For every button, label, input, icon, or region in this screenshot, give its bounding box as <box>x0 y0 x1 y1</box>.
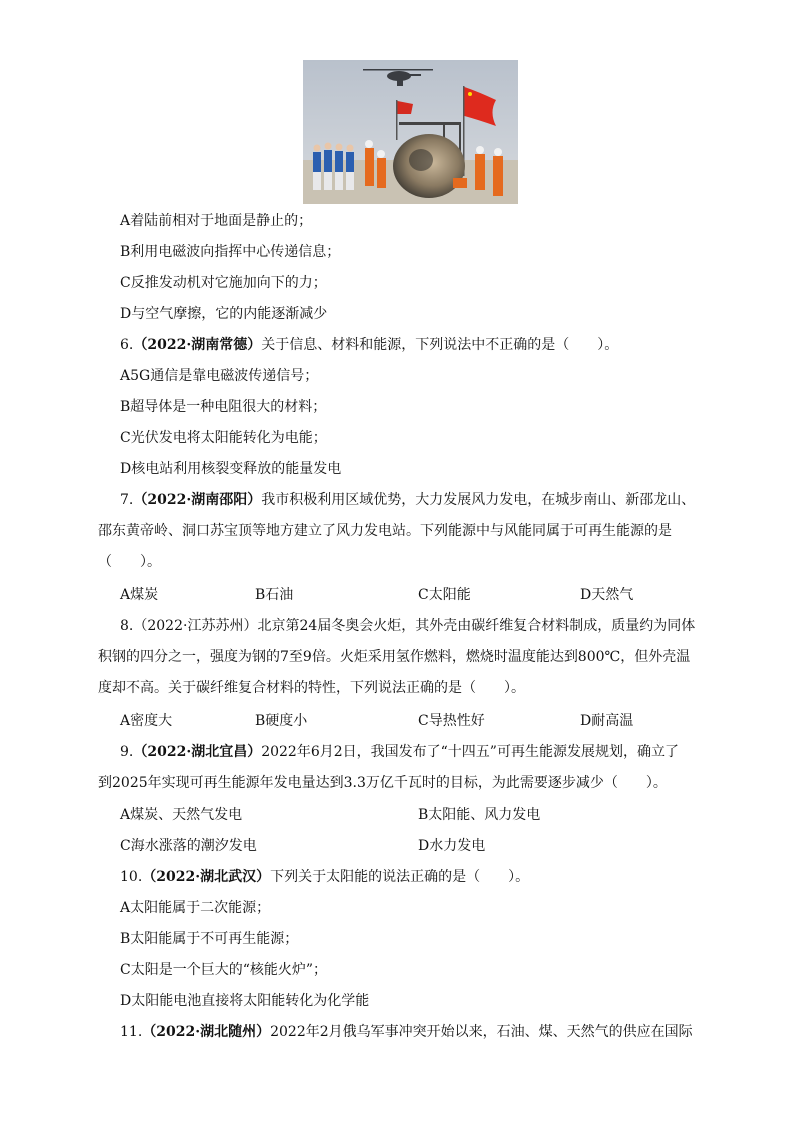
q10-option-a: A太阳能属于二次能源； <box>120 900 271 916</box>
q7-option-b: B石油 <box>255 587 294 603</box>
q11-stem-1: 2022年2月俄乌军事冲突开始以来，石油、煤、天然气的供应在国际 <box>270 1024 693 1040</box>
q8-stem-3: 度却不高。关于碳纤维复合材料的特性，下列说法正确的是（ ）。 <box>98 680 525 696</box>
q8-stem-1: 北京第24届冬奥会火炬，其外壳由碳纤维复合材料制成，质量约为同体 <box>257 618 696 634</box>
q8-option-d: D耐高温 <box>580 713 634 729</box>
q9-source: （2022·湖北宜昌） <box>133 744 262 760</box>
q9-options-row-2 <box>120 837 720 855</box>
q6-stem: 关于信息、材料和能源，下列说法中不正确的是（ ）。 <box>261 337 619 353</box>
q9-options-row-1 <box>120 806 720 824</box>
q8-source: （2022·江苏苏州） <box>133 618 258 634</box>
q9-number: 9. <box>120 744 134 760</box>
q6-source: （2022·湖南常德） <box>133 337 262 353</box>
q9-stem-1: 2022年6月2日，我国发布了“十四五”可再生能源发展规划，确立了 <box>261 744 679 760</box>
q9-stem-2: 到2025年实现可再生能源年发电量达到3.3万亿千瓦时的目标，为此需要逐步减少（ ）。 <box>98 775 667 791</box>
q9-option-b: B太阳能、风力发电 <box>418 807 541 823</box>
q8-stem-2: 积钢的四分之一，强度为钢的7至9倍。火炬采用氢作燃料，燃烧时温度能达到800℃，但外壳温 <box>98 649 691 665</box>
q7-option-c: C太阳能 <box>418 587 471 603</box>
q7-stem-2: 邵东黄帝岭、洞口苏宝顶等地方建立了风力发电站。下列能源中与风能同属于可再生能源的是 <box>98 523 672 539</box>
question-7 <box>120 491 695 509</box>
question-10 <box>120 868 529 886</box>
q8-option-b: B硬度小 <box>255 713 308 729</box>
q7-option-d: D天然气 <box>580 587 634 603</box>
q6-option-d: D核电站利用核裂变释放的能量发电 <box>120 461 342 477</box>
q5-option-b: B利用电磁波向指挥中心传递信息； <box>120 244 341 260</box>
q8-option-c: C导热性好 <box>418 713 485 729</box>
q10-number: 10. <box>120 869 143 885</box>
q8-options <box>120 712 720 730</box>
q7-option-a: A煤炭 <box>120 587 159 603</box>
q7-stem-1: 我市积极利用区域优势，大力发展风力发电，在城步南山、新邵龙山、 <box>261 492 696 508</box>
q9-option-a: A煤炭、天然气发电 <box>120 807 243 823</box>
question-6 <box>120 336 618 354</box>
q8-option-a: A密度大 <box>120 713 173 729</box>
q7-source: （2022·湖南邵阳） <box>133 492 262 508</box>
question-8 <box>120 617 695 635</box>
q7-number: 7. <box>120 492 134 508</box>
q5-option-d: D与空气摩擦，它的内能逐渐减少 <box>120 306 328 322</box>
question-9 <box>120 743 679 761</box>
q6-number: 6. <box>120 337 134 353</box>
question-11 <box>120 1023 693 1041</box>
q7-stem-3: （ ）。 <box>98 554 161 570</box>
q5-option-c: C反推发动机对它施加向下的力； <box>120 275 327 291</box>
q10-stem: 下列关于太阳能的说法正确的是（ ）。 <box>270 869 530 885</box>
q9-option-d: D水力发电 <box>418 838 486 854</box>
q6-option-a: A5G通信是靠电磁波传递信号； <box>120 368 319 384</box>
q7-options <box>120 586 720 604</box>
q10-option-b: B太阳能属于不可再生能源； <box>120 931 299 947</box>
q9-option-c: C海水涨落的潮汐发电 <box>120 838 257 854</box>
q11-source: （2022·湖北随州） <box>142 1024 271 1040</box>
q8-number: 8. <box>120 618 134 634</box>
q11-number: 11. <box>120 1024 143 1040</box>
q10-option-c: C太阳是一个巨大的“核能火炉”； <box>120 962 328 978</box>
capsule-landing-photo <box>303 60 518 204</box>
q6-option-b: B超导体是一种电阻很大的材料； <box>120 399 327 415</box>
q10-option-d: D太阳能电池直接将太阳能转化为化学能 <box>120 993 370 1009</box>
q6-option-c: C光伏发电将太阳能转化为电能； <box>120 430 327 446</box>
q10-source: （2022·湖北武汉） <box>142 869 271 885</box>
q5-option-a: A着陆前相对于地面是静止的； <box>120 213 313 229</box>
